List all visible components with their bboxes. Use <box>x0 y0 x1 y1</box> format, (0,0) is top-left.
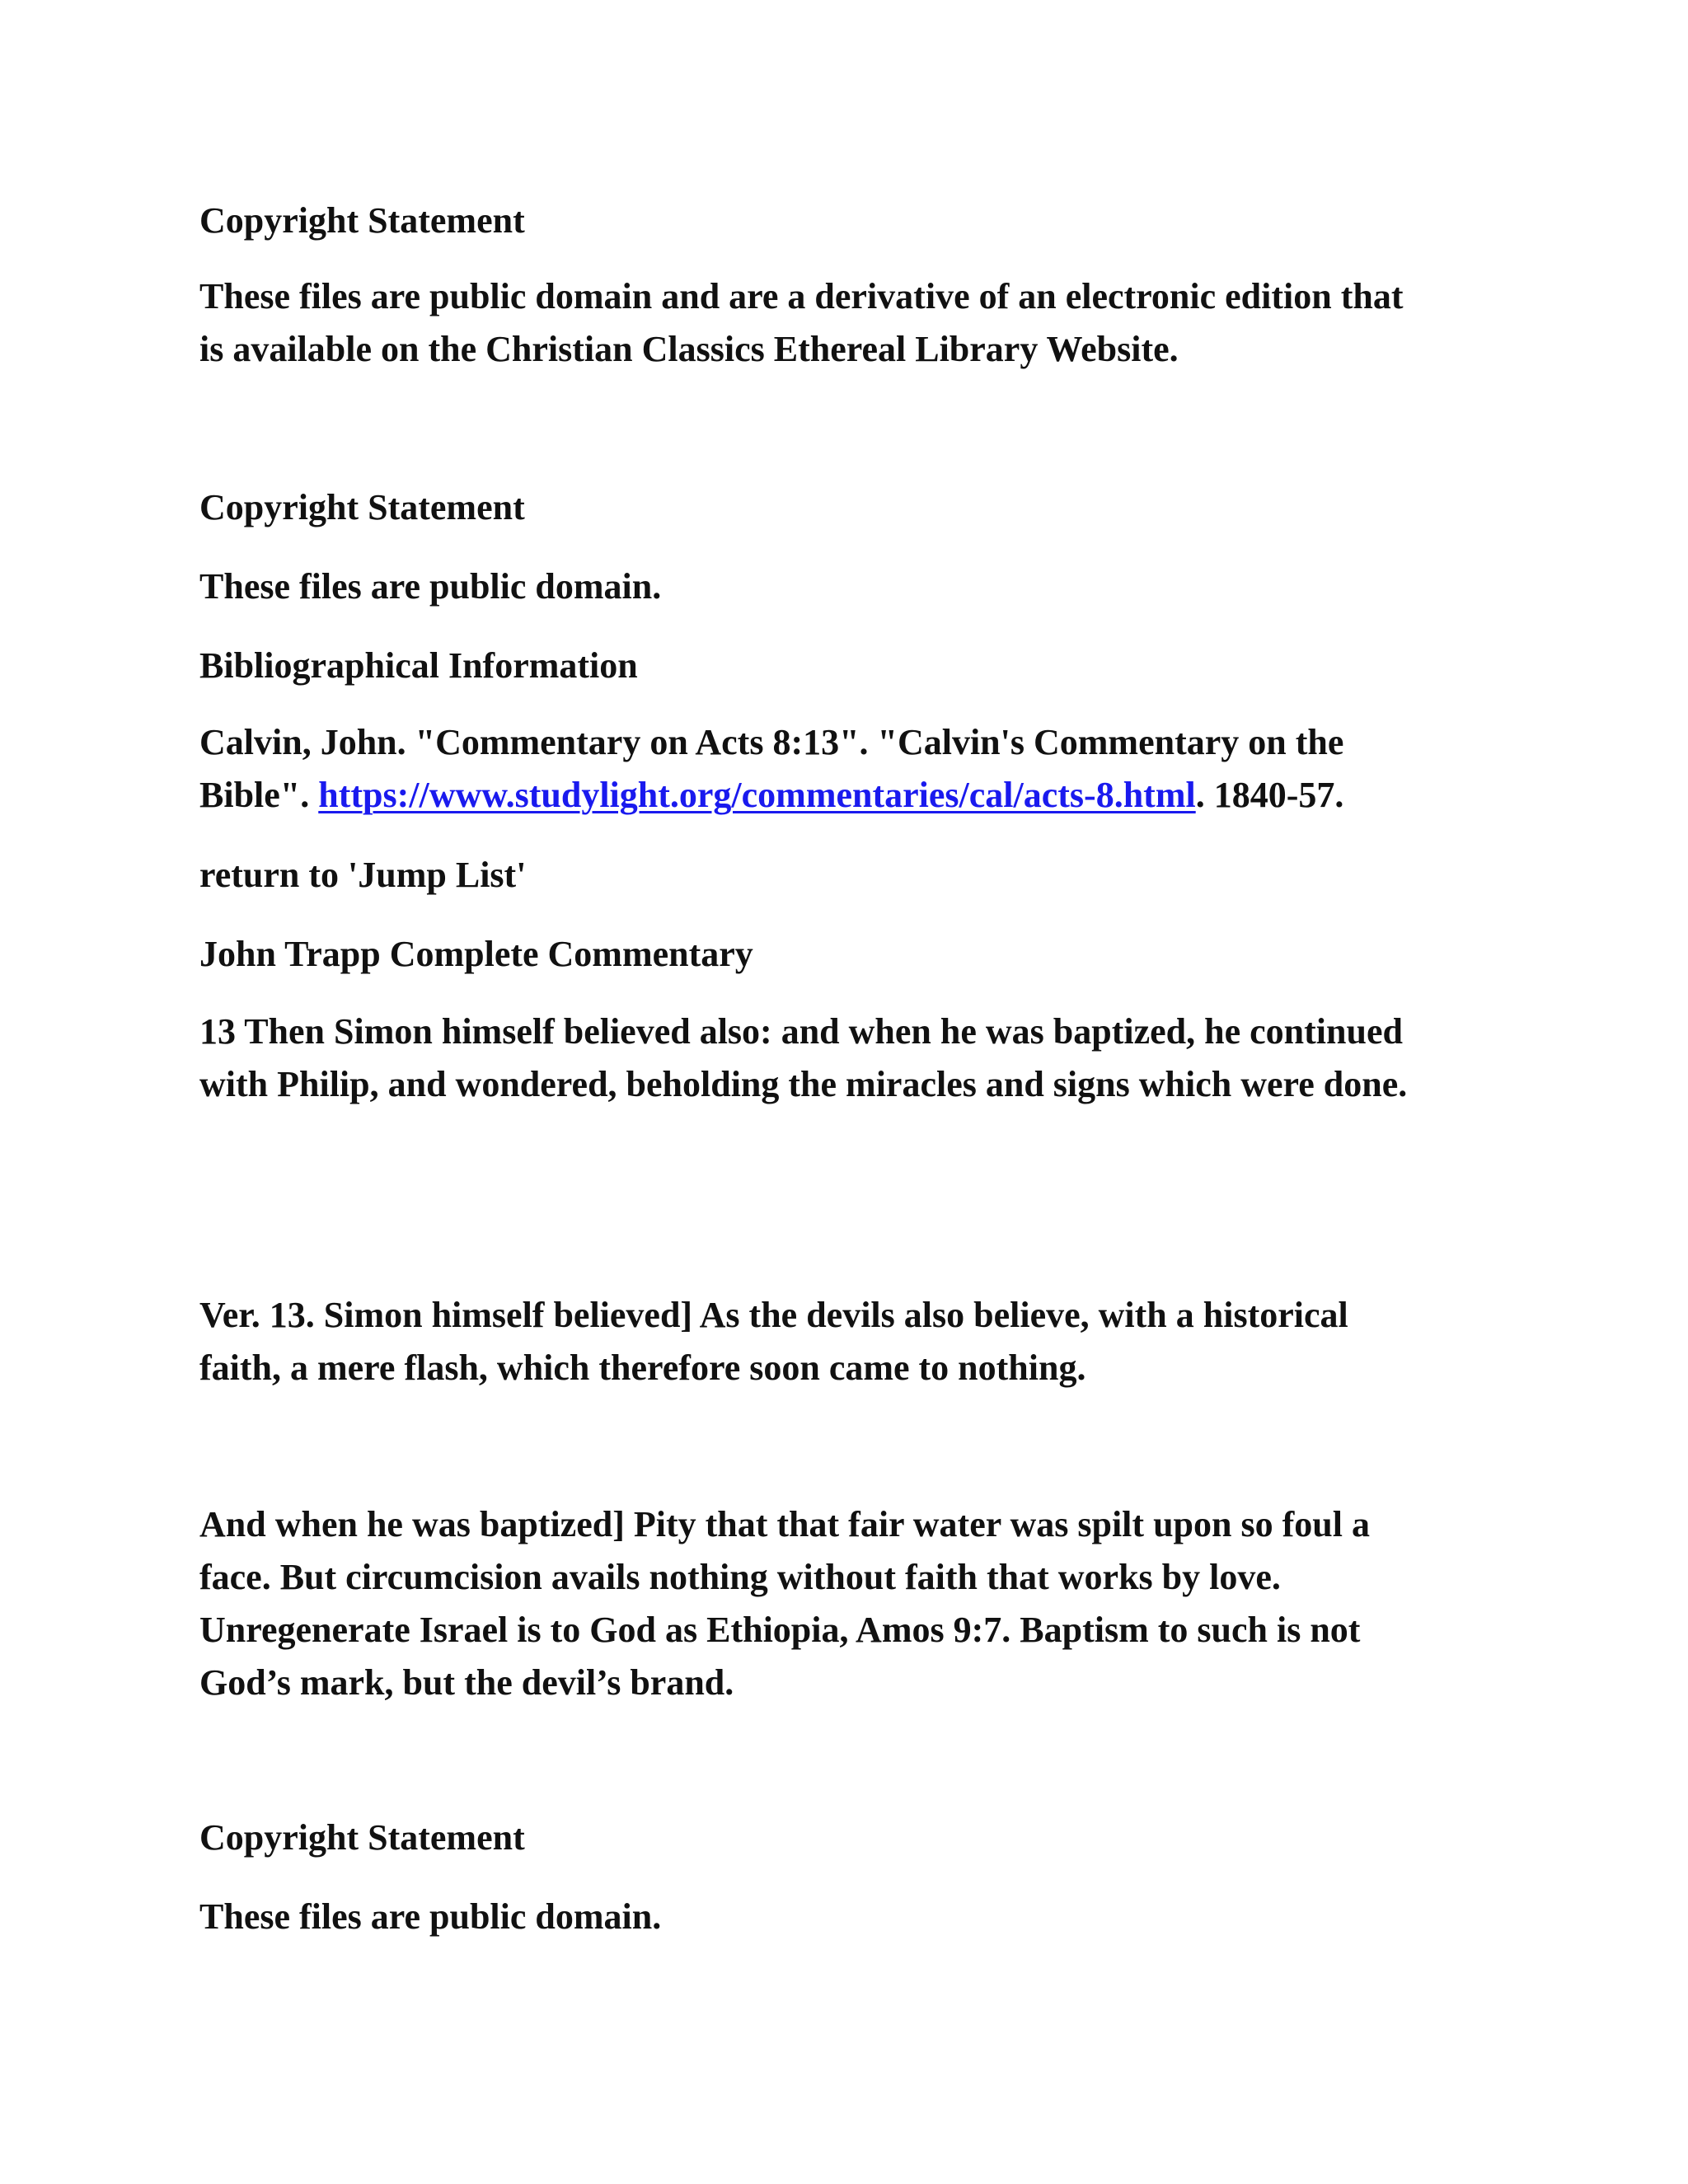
paragraph-line: These files are public domain and are a derivative of an electronic edition that <box>199 276 1404 316</box>
paragraph-line <box>199 769 1518 822</box>
ver13-comment <box>199 1289 1518 1394</box>
copyright-paragraph-3 <box>199 1891 1518 1943</box>
heading-text: Copyright Statement <box>199 1817 525 1858</box>
bibliographical-heading <box>199 640 1518 692</box>
copyright-heading-3 <box>199 1811 1518 1864</box>
paragraph-line: face. But circumcision avails nothing without faith that works by love. <box>199 1557 1281 1597</box>
citation-suffix: . 1840-57. <box>1195 775 1344 815</box>
heading-text: Copyright Statement <box>199 200 525 241</box>
paragraph-line: These files are public domain. <box>199 566 662 607</box>
paragraph-line: with Philip, and wondered, beholding the miracles and signs which were done. <box>199 1064 1408 1104</box>
baptized-comment <box>199 1498 1518 1709</box>
paragraph-line: God’s mark, but the devil’s brand. <box>199 1662 734 1703</box>
copyright-heading-2 <box>199 481 1518 534</box>
heading-text: Copyright Statement <box>199 487 525 527</box>
heading-text: John Trapp Complete Commentary <box>199 934 753 974</box>
paragraph-line: is available on the Christian Classics Ethereal Library Website. <box>199 329 1179 369</box>
verse-text <box>199 1005 1518 1111</box>
paragraph-line: And when he was baptized] Pity that that fair water was spilt upon so foul a <box>199 1504 1370 1544</box>
studylight-url-link[interactable]: https://www.studylight.org/commentaries/cal/acts-8.html <box>318 775 1196 815</box>
copyright-paragraph-2 <box>199 560 1518 613</box>
paragraph-line: Calvin, John. "Commentary on Acts 8:13". "Calvin's Commentary on the <box>199 722 1344 762</box>
paragraph-line: 13 Then Simon himself believed also: and when he was baptized, he continued <box>199 1011 1403 1052</box>
citation-prefix: Bible". <box>199 775 319 815</box>
copyright-paragraph-1 <box>199 270 1518 376</box>
heading-text: Bibliographical Information <box>199 645 638 686</box>
paragraph-line: These files are public domain. <box>199 1896 662 1937</box>
paragraph-line: faith, a mere flash, which therefore soon came to nothing. <box>199 1347 1086 1388</box>
paragraph-line: Ver. 13. Simon himself believed] As the devils also believe, with a historical <box>199 1295 1348 1335</box>
paragraph-line: Unregenerate Israel is to God as Ethiopia, Amos 9:7. Baptism to such is not <box>199 1610 1361 1650</box>
trapp-commentary-heading <box>199 928 1518 981</box>
copyright-heading-1 <box>199 194 1518 247</box>
return-to-jump-list[interactable] <box>199 849 1518 902</box>
return-link-text[interactable]: return to 'Jump List' <box>199 855 527 895</box>
bibliographical-paragraph <box>199 716 1518 822</box>
